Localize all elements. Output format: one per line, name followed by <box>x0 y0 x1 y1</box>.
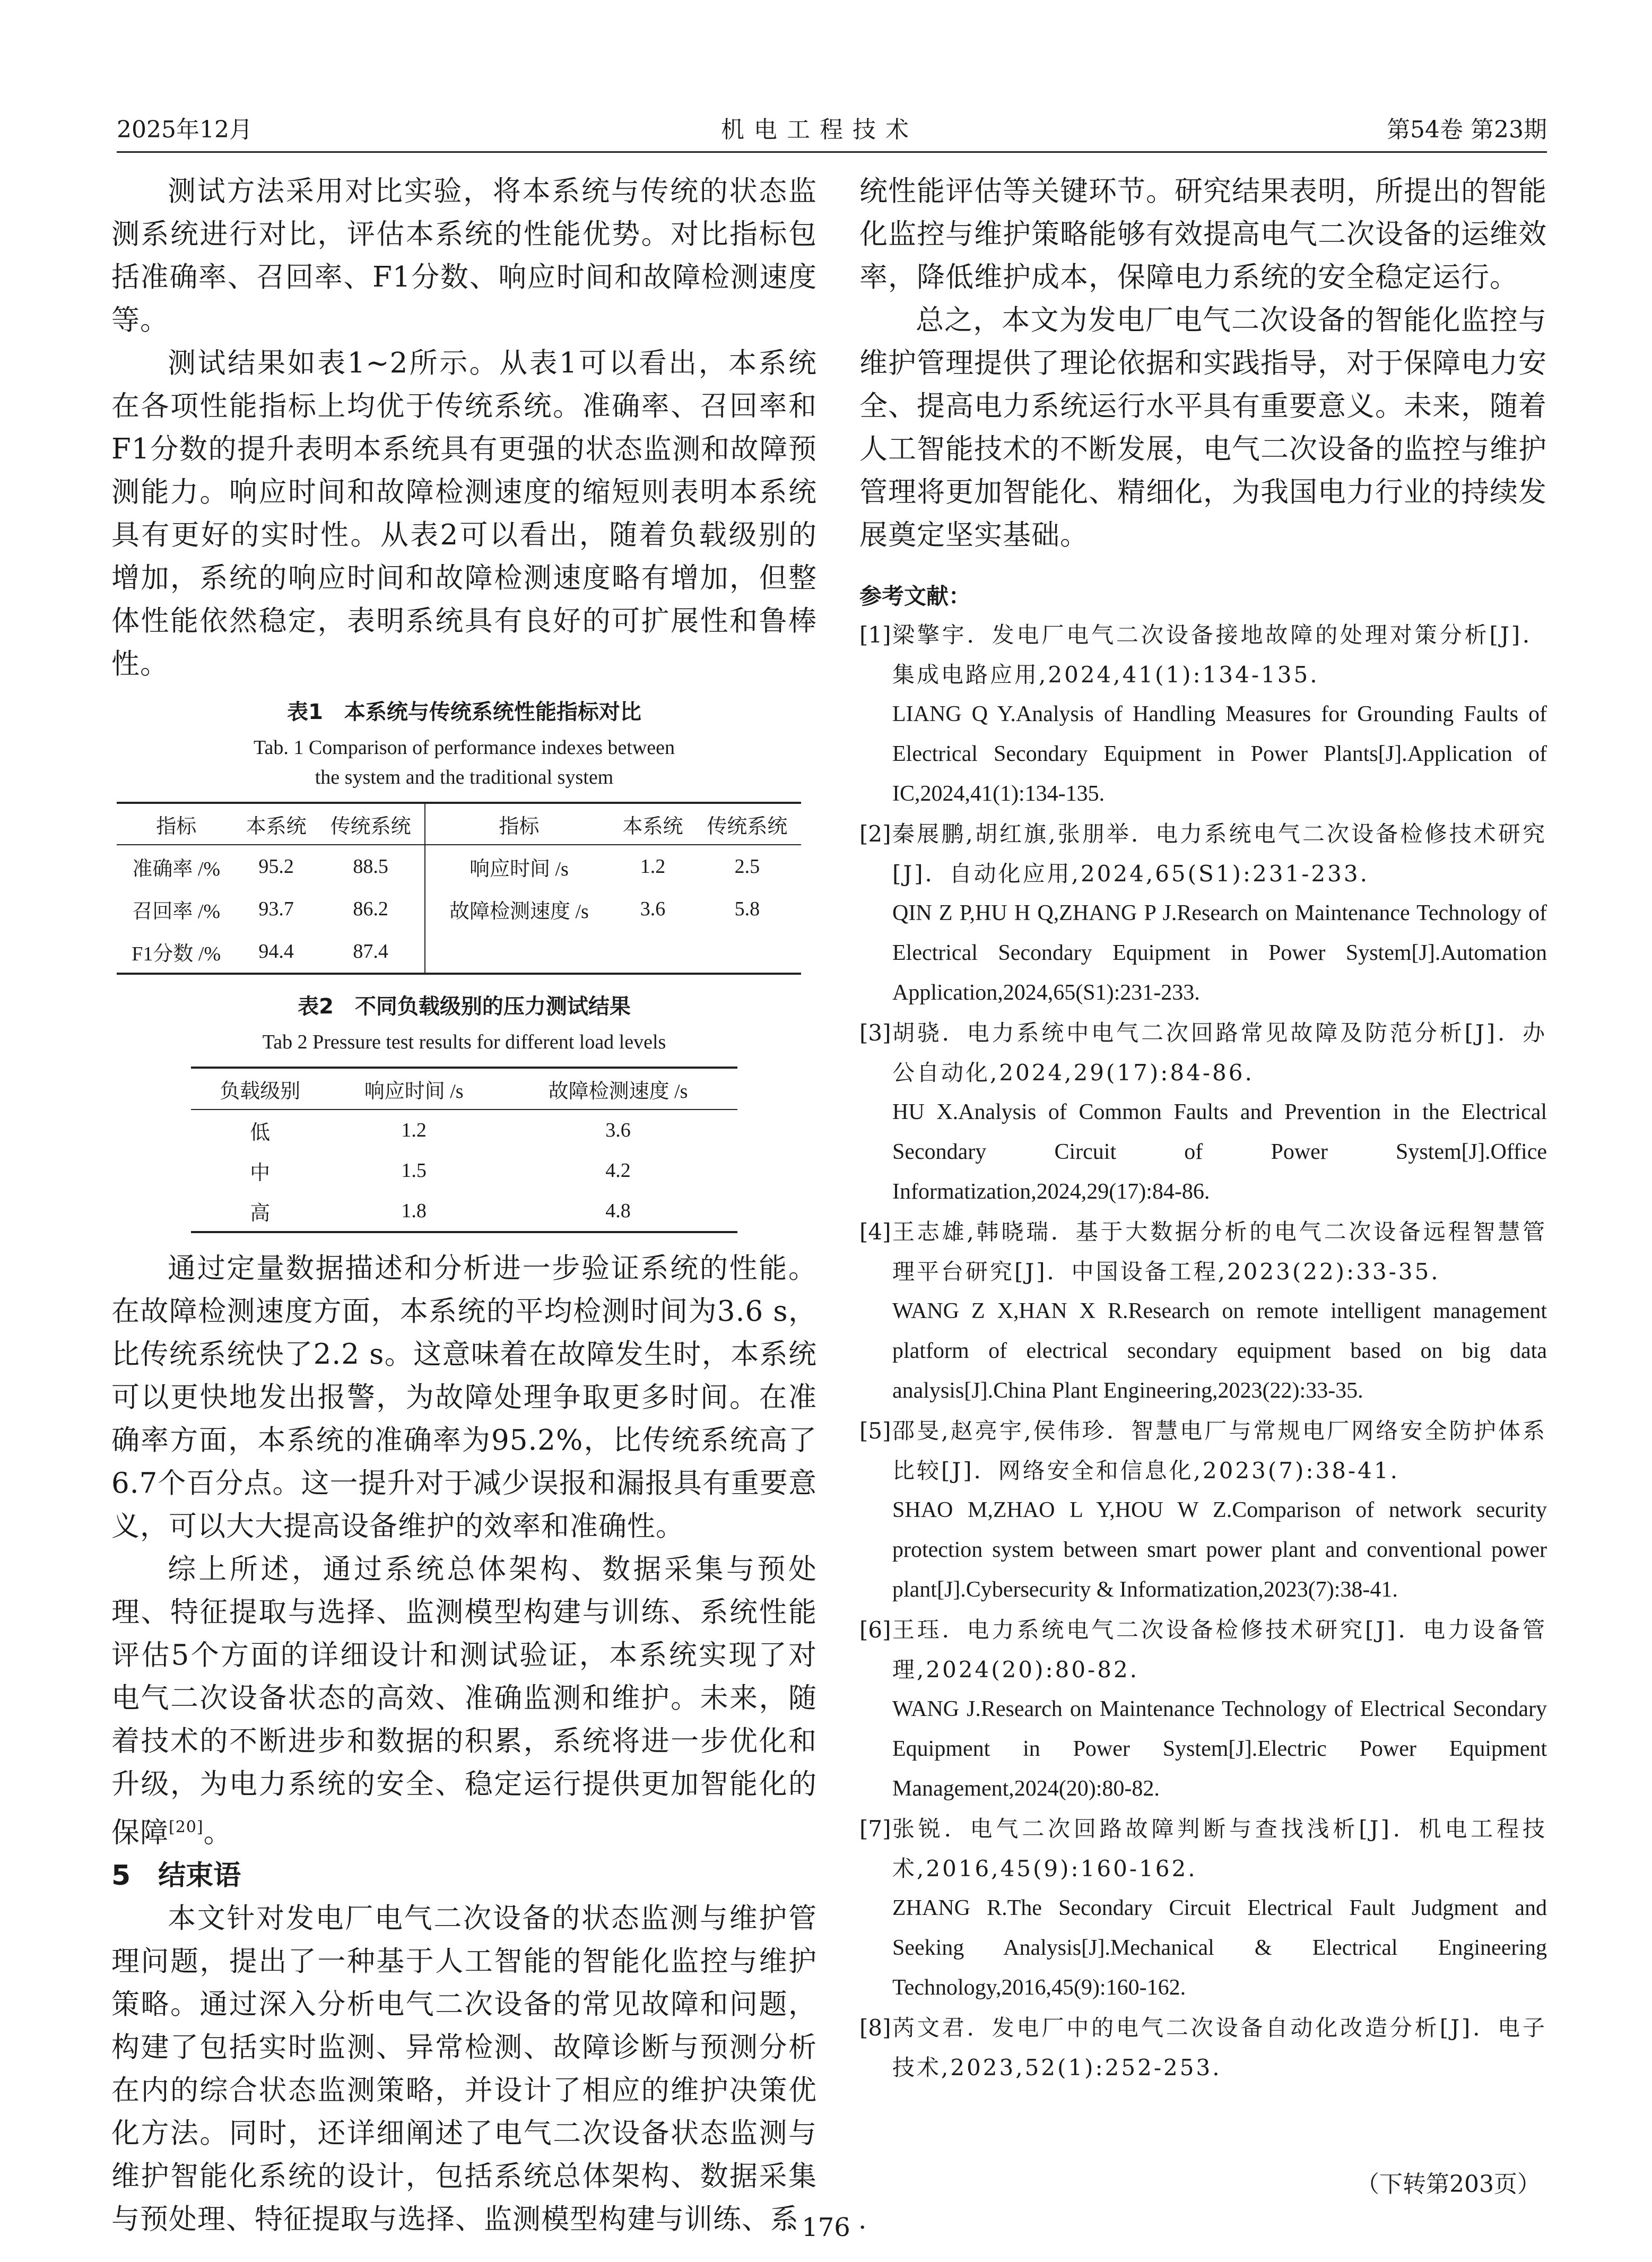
reference-item <box>859 1610 1547 1809</box>
column-header: 负载级别 <box>191 1068 329 1110</box>
table1-block <box>111 695 817 975</box>
reference-number: [1] <box>859 622 891 648</box>
column-header: 指标 <box>425 803 612 845</box>
reference-number: [3] <box>859 1020 891 1046</box>
table-cell: 1.2 <box>640 855 666 878</box>
reference-zh: 梁擎宇．发电厂电气二次设备接地故障的处理对策分析[J]．集成电路应用,2024,41(1):134-135. <box>892 622 1547 688</box>
reference-zh: 王珏．电力系统电气二次设备检修技术研究[J]．电力设备管理,2024(20):80-82. <box>892 1617 1547 1683</box>
right-column <box>859 170 1547 2087</box>
reference-en: WANG J.Research on Maintenance Technology of Electrical Secondary Equipment in Power System[J].Electric Power Equipment Management,2024(20):80-82. <box>892 1697 1547 1801</box>
header-journal: 机电工程技术 <box>721 116 918 143</box>
column-header: 传统系统 <box>693 803 801 845</box>
column-header: 指标 <box>117 803 236 845</box>
table-row <box>191 1191 737 1232</box>
reference-item <box>859 1809 1547 2008</box>
table1-caption-en: Tab. 1 Comparison of performance indexes between <box>253 736 675 759</box>
continued-note: （下转第203页） <box>1356 2171 1541 2198</box>
column-header: 本系统 <box>612 803 693 845</box>
table2-caption-zh: 表2 不同负载级别的压力测试结果 <box>298 994 631 1019</box>
reference-en: SHAO M,ZHAO L Y,HOU W Z.Comparison of network security protection system between smart power plant and conventional power plant[J].Cybersecurity & Informatization,2023(7):38-41. <box>892 1498 1547 1602</box>
table-cell: 响应时间 /s <box>469 857 569 880</box>
table1 <box>117 802 801 975</box>
table-cell: 1.2 <box>401 1119 427 1141</box>
page-number: · 176 · <box>785 2213 867 2242</box>
table-cell: 高 <box>250 1202 271 1225</box>
table1-caption-en: the system and the traditional system <box>315 766 614 788</box>
table-cell: 召回率 /% <box>132 900 221 923</box>
table-cell: 5.8 <box>734 898 760 920</box>
reference-en: LIANG Q Y.Analysis of Handling Measures for Grounding Faults of Electrical Secondary Equipment in Power Plants[J].Application of IC,2024,41(1):134-135. <box>892 702 1547 806</box>
table-row <box>117 888 801 930</box>
table-cell: 86.2 <box>317 888 425 930</box>
table-row <box>117 845 801 888</box>
column-header: 传统系统 <box>317 803 425 845</box>
reference-number: [6] <box>859 1617 891 1643</box>
column-header: 响应时间 /s <box>329 1068 499 1110</box>
table2-caption-en: Tab 2 Pressure test results for different load levels <box>262 1031 666 1053</box>
table-cell: 3.6 <box>605 1119 631 1141</box>
table-header-row <box>117 803 801 845</box>
paragraph: 测试结果如表1~2所示。从表1可以看出，本系统在各项性能指标上均优于传统系统。准确率、召回率和F1分数的提升表明本系统具有更强的状态监测和故障预测能力。响应时间和故障检测速度的缩短则表明本系统具有更好的实时性。从表2可以看出，随着负载级别的增加，系统的响应时间和故障检测速度略有增加，但整体性能依然稳定，表明系统具有良好的可扩展性和鲁棒性。 <box>111 347 817 680</box>
column-header: 本系统 <box>236 803 316 845</box>
reference-number: [2] <box>859 821 891 847</box>
table-cell: 中 <box>250 1162 271 1184</box>
table-cell <box>612 930 693 974</box>
table-cell <box>425 930 612 974</box>
paragraph <box>111 1548 817 1854</box>
table-cell: 4.2 <box>605 1159 631 1182</box>
table-row <box>191 1150 737 1191</box>
paragraph: 总之，本文为发电厂电气二次设备的智能化监控与维护管理提供了理论依据和实践指导，对于保障电力安全、提高电力系统运行水平具有重要意义。未来，随着人工智能技术的不断发展，电气二次设备的监控与维护管理将更加智能化、精细化，为我国电力行业的持续发展奠定坚实基础。 <box>859 304 1547 551</box>
table-cell: 4.8 <box>605 1200 631 1222</box>
paragraph: 本文针对发电厂电气二次设备的状态监测与维护管理问题，提出了一种基于人工智能的智能化监控与维护策略。通过深入分析电气二次设备的常见故障和问题，构建了包括实时监测、异常检测、故障诊断与预测分析在内的综合状态监测策略，并设计了相应的维护决策优化方法。同时，还详细阐述了电气二次设备状态监测与维护智能化系统的设计，包括系统总体架构、数据采集与预处理、特征提取与选择、监测模型构建与训练、系 <box>111 1902 817 2235</box>
reference-item <box>859 814 1547 1013</box>
table-cell: 故障检测速度 /s <box>449 900 589 923</box>
paragraph: 统性能评估等关键环节。研究结果表明，所提出的智能化监控与维护策略能够有效提高电气二次设备的运维效率，降低维护成本，保障电力系统的安全稳定运行。 <box>859 175 1547 293</box>
table-header-row <box>191 1068 737 1110</box>
section-heading: 5 结束语 <box>111 1859 241 1892</box>
table-row <box>117 930 801 974</box>
paragraph: 测试方法采用对比实验，将本系统与传统的状态监测系统进行对比，评估本系统的性能优势。对比指标包括准确率、召回率、F1分数、响应时间和故障检测速度等。 <box>111 175 817 336</box>
paragraph-text: 综上所述，通过系统总体架构、数据采集与预处理、特征提取与选择、监测模型构建与训练、系统性能评估5个方面的详细设计和测试验证，本系统实现了对电气二次设备状态的高效、准确监测和维护。未来，随着技术的不断进步和数据的积累，系统将进一步优化和升级，为电力系统的安全、稳定运行提供更加智能化的保障 <box>111 1553 817 1849</box>
header-issue: 第54卷 第23期 <box>1387 116 1547 143</box>
reference-zh: 秦展鹏,胡红旗,张朋举．电力系统电气二次设备检修技术研究[J]．自动化应用,2024,65(S1):231-233. <box>892 821 1547 887</box>
reference-en: ZHANG R.The Secondary Circuit Electrical Fault Judgment and Seeking Analysis[J].Mechanical & Electrical Engineering Technology,2016,45(9):160-162. <box>892 1896 1547 2000</box>
table-cell: 1.8 <box>401 1200 427 1222</box>
reference-en: QIN Z P,HU H Q,ZHANG P J.Research on Maintenance Technology of Electrical Secondary Equipment in Power System[J].Automation Application,2024,65(S1):231-233. <box>892 901 1547 1005</box>
table1-caption-zh: 表1 本系统与传统系统性能指标对比 <box>287 700 641 724</box>
left-column <box>111 170 817 2241</box>
header-date: 2025年12月 <box>117 116 253 143</box>
header-rule <box>117 151 1547 153</box>
table-cell: 3.6 <box>640 898 666 920</box>
reference-zh: 邵旻,赵亮宇,侯伟珍．智慧电厂与常规电厂网络安全防护体系比较[J]．网络安全和信息化,2023(7):38-41. <box>892 1418 1547 1484</box>
table-cell: 95.2 <box>258 855 294 878</box>
paragraph: 通过定量数据描述和分析进一步验证系统的性能。在故障检测速度方面，本系统的平均检测时间为3.6 s，比传统系统快了2.2 s。这意味着在故障发生时，本系统可以更快地发出报警，为故障处理争取更多时间。在准确率方面，本系统的准确率为95.2%，比传统系统高了6.7个百分点。这一提升对于减少误报和漏报具有重要意义，可以大大提高设备维护的效率和准确性。 <box>111 1252 817 1542</box>
reference-en: WANG Z X,HAN X R.Research on remote intelligent management platform of electrical secondary equipment based on big data analysis[J].China Plant Engineering,2023(22):33-35. <box>892 1299 1547 1403</box>
table-cell: 93.7 <box>258 898 294 920</box>
table-row <box>191 1110 737 1150</box>
reference-zh: 张锐．电气二次回路故障判断与查找浅析[J]．机电工程技术,2016,45(9):160-162. <box>892 1816 1547 1882</box>
table-cell: 88.5 <box>317 845 425 888</box>
reference-item <box>859 1212 1547 1411</box>
running-header <box>117 109 1547 146</box>
reference-item <box>859 2008 1547 2087</box>
column-header: 故障检测速度 /s <box>499 1068 737 1110</box>
reference-en: HU X.Analysis of Common Faults and Prevention in the Electrical Secondary Circuit of Power System[J].Office Informatization,2024,29(17):84-86. <box>892 1100 1547 1204</box>
table2 <box>191 1067 737 1233</box>
table-cell: F1分数 /% <box>132 942 221 965</box>
reference-zh: 王志雄,韩晓瑞．基于大数据分析的电气二次设备远程智慧管理平台研究[J]．中国设备工程,2023(22):33-35. <box>892 1219 1547 1285</box>
reference-zh: 胡骁．电力系统中电气二次回路常见故障及防范分析[J]．办公自动化,2024,29(17):84-86. <box>892 1020 1547 1086</box>
reference-item <box>859 1013 1547 1212</box>
reference-number: [5] <box>859 1418 891 1444</box>
references-heading: 参考文献： <box>859 583 971 609</box>
table-cell: 94.4 <box>258 940 294 963</box>
reference-list <box>859 615 1547 2087</box>
reference-number: [4] <box>859 1219 891 1245</box>
citation: [20] <box>169 1818 204 1836</box>
table-cell: 低 <box>250 1121 271 1144</box>
table-cell: 1.5 <box>401 1159 427 1182</box>
table-cell: 准确率 /% <box>132 857 221 880</box>
reference-zh: 芮文君．发电厂中的电气二次设备自动化改造分析[J]．电子技术,2023,52(1):252-253. <box>892 2015 1547 2081</box>
paragraph-end: 。 <box>203 1816 232 1849</box>
reference-number: [7] <box>859 1816 891 1842</box>
table2-block <box>111 990 817 1233</box>
table-cell: 87.4 <box>317 930 425 974</box>
reference-item <box>859 615 1547 814</box>
reference-number: [8] <box>859 2015 891 2041</box>
reference-item <box>859 1411 1547 1610</box>
table-cell: 2.5 <box>734 855 760 878</box>
table-cell <box>693 930 801 974</box>
